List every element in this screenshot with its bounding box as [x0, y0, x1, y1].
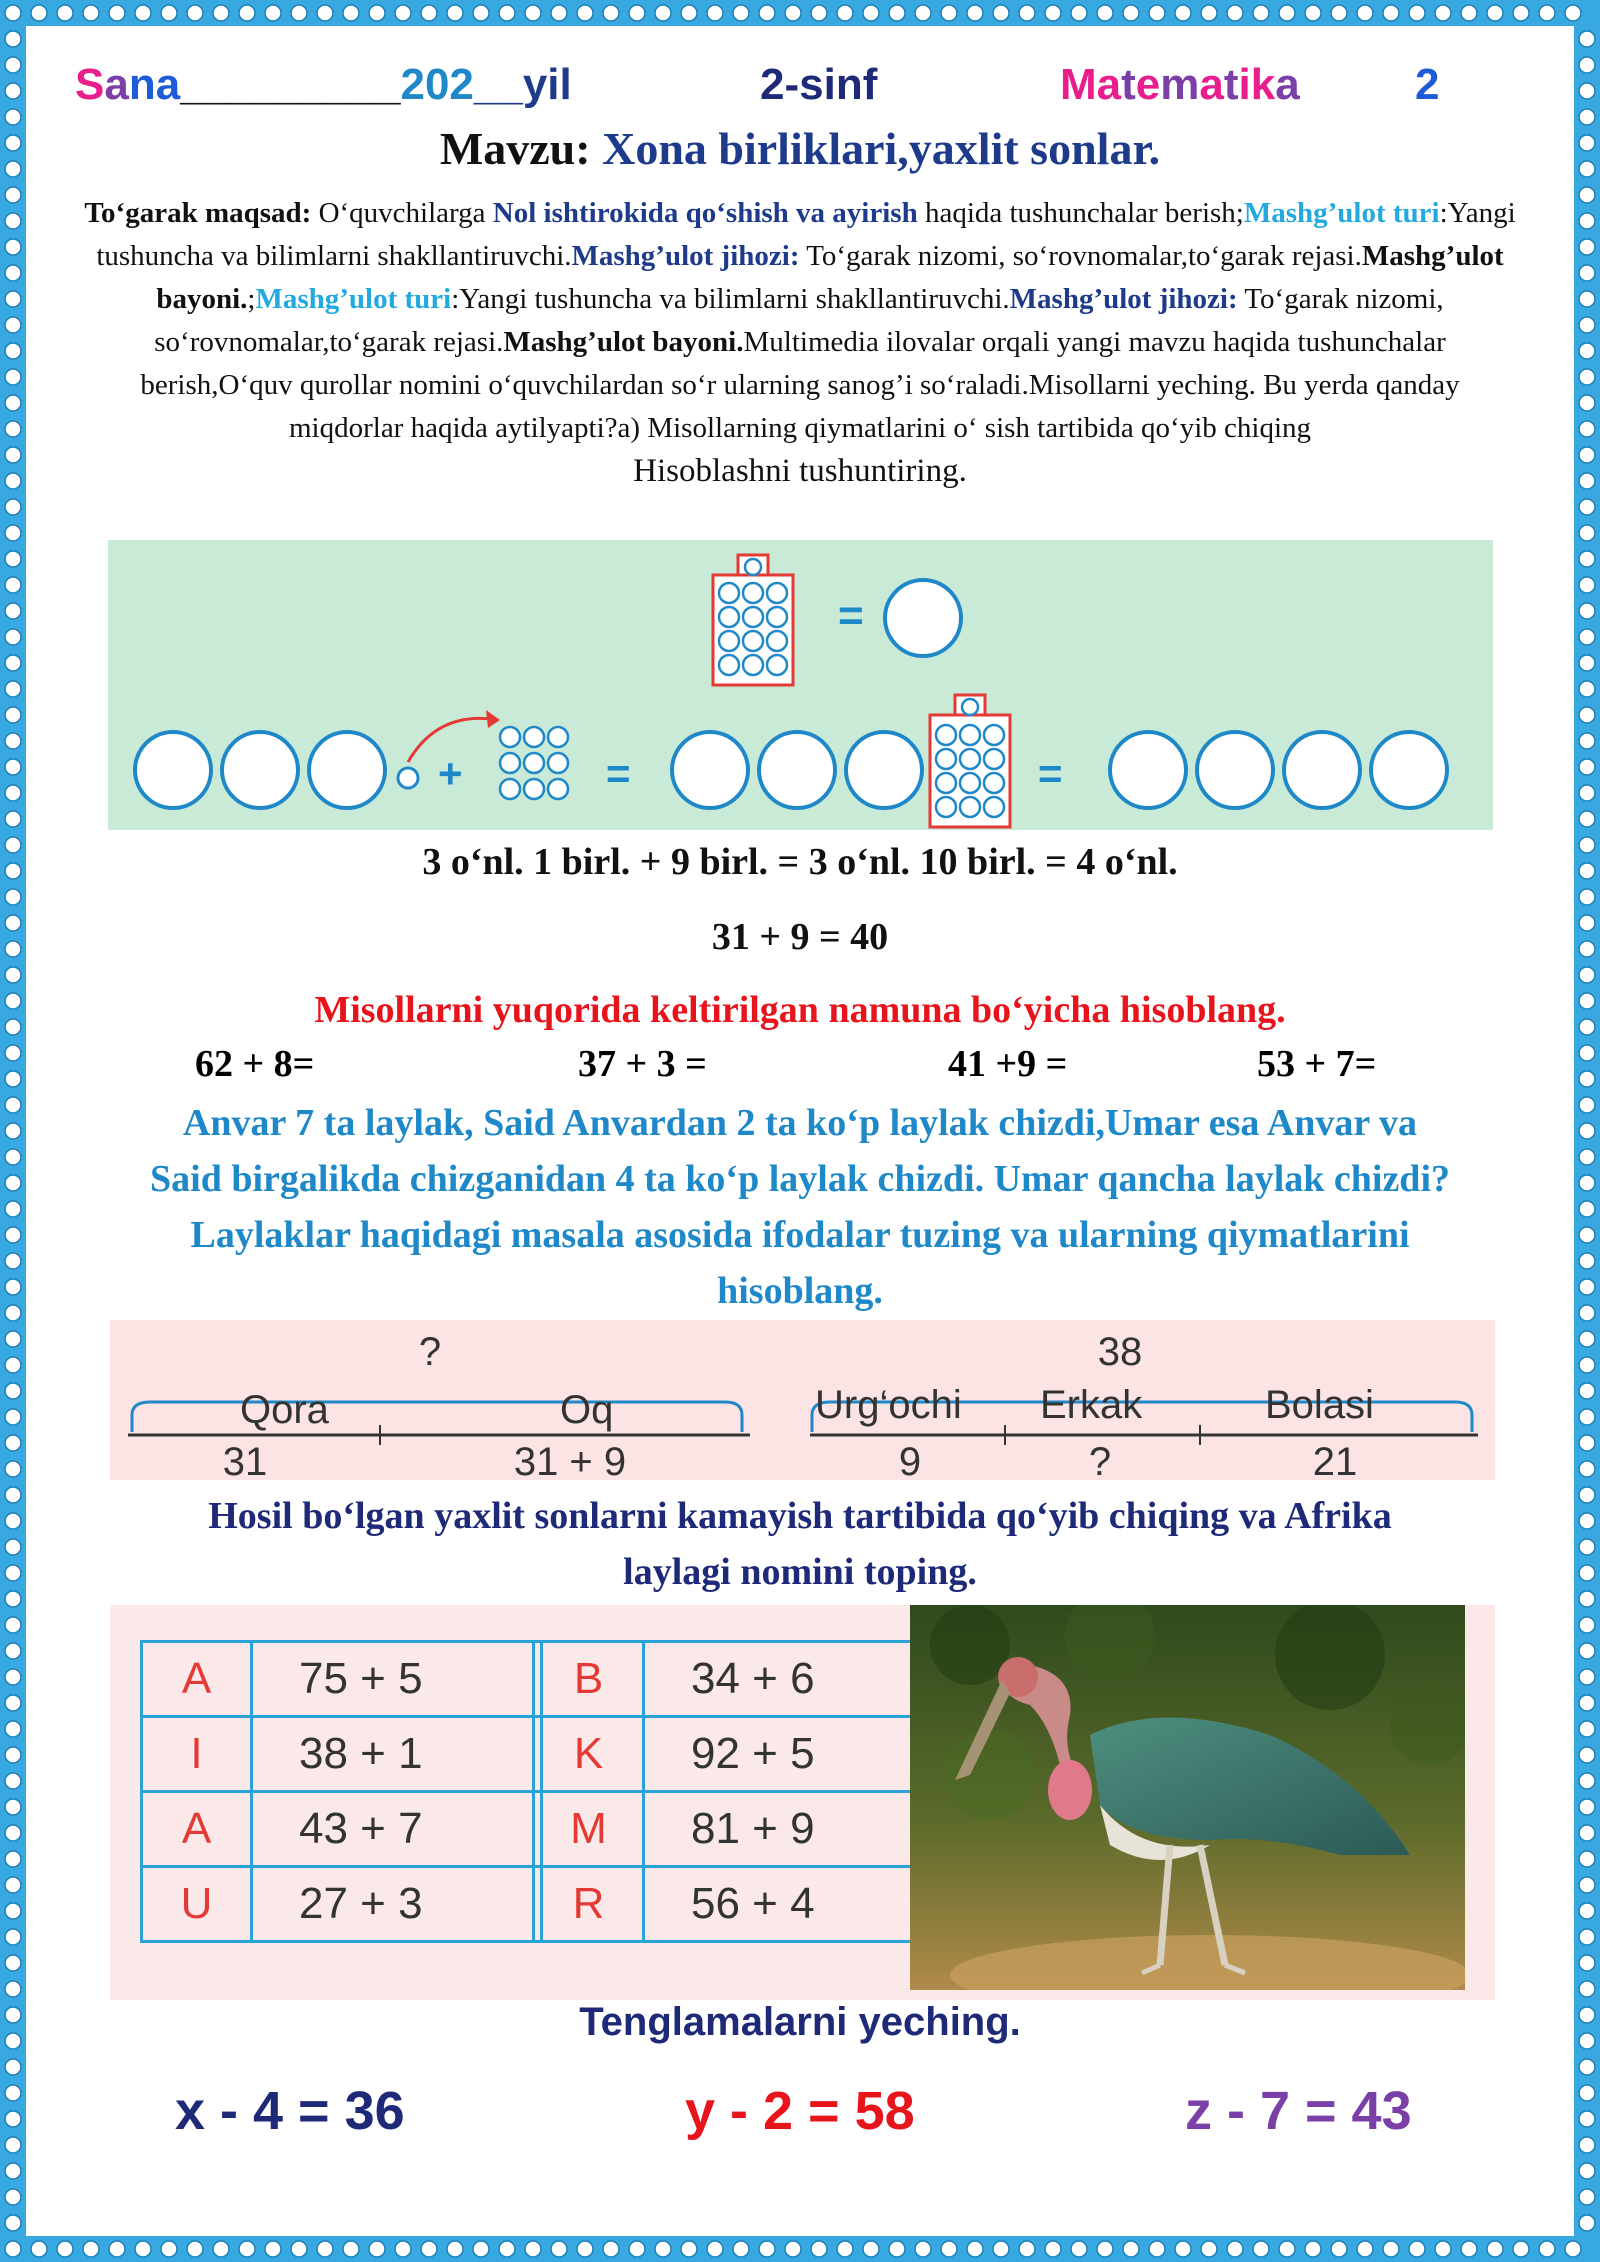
- sorting-task-line: laylagi nomini toping.: [623, 1551, 977, 1593]
- explanation-line: 3 o‘nl. 1 birl. + 9 birl. = 3 o‘nl. 10 birl. = 4 o‘nl.: [422, 841, 1178, 883]
- exercise: 62 + 8=: [195, 1043, 315, 1085]
- stork-diagrams: [110, 1320, 1495, 1480]
- table-expression: 56 + 4: [644, 1867, 934, 1942]
- right-part2-label: Erkak: [1040, 1383, 1143, 1427]
- exercise: 41 +9 =: [948, 1043, 1068, 1085]
- explain-instruction: Hisoblashni tushuntiring.: [633, 453, 967, 489]
- topic-title: [60, 122, 1540, 175]
- table-row: [534, 1717, 934, 1792]
- sana-letter: n: [128, 60, 156, 109]
- subject-letter: a: [1199, 60, 1224, 109]
- equals-sign: =: [838, 591, 864, 640]
- equipment-text-2: To‘garak nizomi, so‘rovnomalar,to‘garak rejasi.: [154, 283, 1444, 358]
- nine-units-icon: [500, 727, 568, 799]
- instruction-red: Misollarni yuqorida keltirilgan namuna bo‘yicha hisoblang.: [314, 989, 1286, 1031]
- subject-letter: a: [1096, 60, 1122, 109]
- progress-label: Mashg’ulot bayoni.: [156, 240, 1504, 315]
- left-part1-label: Qora: [240, 1388, 329, 1432]
- word-problem-line: Anvar 7 ta laylak, Said Anvardan 2 ta ko‘p laylak chizdi,Umar esa Anvar va: [182, 1102, 1418, 1144]
- equipment-label: Mashg’ulot jihozi:: [571, 240, 800, 272]
- equals-sign: =: [1038, 750, 1063, 797]
- explanation-result: 31 + 9 = 40: [711, 916, 889, 958]
- sorting-task: [60, 1488, 1540, 1600]
- table-row: [534, 1792, 934, 1867]
- subject-letter: a: [1275, 60, 1300, 109]
- table-row: [534, 1867, 934, 1942]
- word-problem-line: hisoblang.: [717, 1270, 883, 1312]
- table-letter: A: [142, 1642, 252, 1717]
- table-row: [142, 1792, 542, 1867]
- tens-circles-middle: [672, 732, 922, 808]
- worksheet: [60, 50, 1540, 2220]
- goal-label: To‘garak maqsad:: [84, 197, 312, 229]
- table-letter: U: [142, 1867, 252, 1942]
- lesson-description: [80, 192, 1520, 494]
- table-letter: A: [142, 1792, 252, 1867]
- goal-highlight: Nol ishtirokida qo‘shish va ayirish: [492, 197, 918, 229]
- year-suffix: __yil: [473, 60, 572, 109]
- right-part1-label: Urg‘ochi: [815, 1383, 962, 1427]
- table-expression: 92 + 5: [644, 1717, 934, 1792]
- subject-letter: M: [1060, 60, 1097, 109]
- type-label-2: Mashg’ulot turi: [255, 283, 452, 315]
- table-expression: 38 + 1: [252, 1717, 542, 1792]
- topic-label: Mavzu:: [439, 123, 591, 174]
- equipment-label-2: Mashg’ulot jihozi:: [1009, 283, 1238, 315]
- table-letter: M: [534, 1792, 644, 1867]
- year-prefix: 202: [400, 60, 474, 109]
- equations-title: Tenglamalarni yeching.: [579, 2000, 1021, 2044]
- ten-frame-icon: [713, 555, 793, 685]
- table-row: [142, 1717, 542, 1792]
- marabou-stork-image: [910, 1605, 1465, 1990]
- table-letter: K: [534, 1717, 644, 1792]
- date-blank-line: _________: [180, 60, 401, 109]
- table-letter: B: [534, 1642, 644, 1717]
- subject-letter: t: [1223, 60, 1239, 109]
- exercise: 53 + 7=: [1257, 1043, 1377, 1085]
- subject-letter: m: [1160, 60, 1200, 109]
- right-part3-label: Bolasi: [1265, 1383, 1374, 1427]
- right-part1-value: 9: [898, 1440, 922, 1480]
- letter-table-right: [532, 1640, 935, 1943]
- equals-sign: =: [606, 750, 631, 797]
- right-part2-value: ?: [1088, 1440, 1112, 1480]
- subject-letter: e: [1135, 60, 1161, 109]
- tens-circles-left: [135, 732, 385, 808]
- date-label: [75, 60, 572, 110]
- table-row: [142, 1642, 542, 1717]
- left-part1-value: 31: [222, 1440, 268, 1480]
- table-letter: I: [142, 1717, 252, 1792]
- left-part2-value: 31 + 9: [513, 1440, 627, 1480]
- table-row: [534, 1642, 934, 1717]
- word-problem-line: Laylaklar haqidagi masala asosida ifodalar tuzing va ularning qiymatlarini: [190, 1214, 1410, 1256]
- ten-circle-icon: [885, 580, 961, 656]
- progress-text: Multimedia ilovalar orqali yangi mavzu haqida tushunchalar berish,O‘quv qurollar nomini o‘quvchilardan so‘r ularning sanog’i so‘raladi.Misollarni yeching. Bu yerda qanday miqdorlar haqida aytilyapti?a) Misollarning qiymatlarini o‘ sish tartibida qo‘yib chiqing: [140, 326, 1460, 444]
- progress-label-2: Mashg’ulot bayoni.: [503, 326, 744, 358]
- letter-table-left: [140, 1640, 543, 1943]
- page-number: 2: [1415, 60, 1440, 109]
- one-unit-circle: [398, 768, 418, 788]
- type-label: Mashg’ulot turi: [1243, 197, 1440, 229]
- grade-label: 2-sinf: [760, 60, 878, 109]
- subject-letter: i: [1238, 60, 1251, 109]
- table-expression: 43 + 7: [252, 1792, 542, 1867]
- type-text: :Yangi tushuncha va bilimlarni shakllantiruvchi.: [96, 197, 1516, 272]
- sorting-task-line: Hosil bo‘lgan yaxlit sonlarni kamayish tartibida qo‘yib chiqing va Afrika: [208, 1495, 1392, 1537]
- table-letter: R: [534, 1867, 644, 1942]
- table-expression: 81 + 9: [644, 1792, 934, 1867]
- sana-letter: S: [75, 60, 105, 109]
- word-problem: [60, 1095, 1540, 1319]
- table-expression: 34 + 6: [644, 1642, 934, 1717]
- goal-text: O‘quvchilarga: [311, 197, 493, 229]
- right-total: 38: [1097, 1330, 1143, 1374]
- table-expression: 75 + 5: [252, 1642, 542, 1717]
- right-part3-value: 21: [1312, 1440, 1358, 1480]
- plus-sign: +: [438, 750, 463, 797]
- equation: y - 2 = 58: [685, 2081, 915, 2141]
- exercise: 37 + 3 =: [578, 1043, 707, 1085]
- subject-letter: t: [1121, 60, 1136, 109]
- tens-ones-illustration: [108, 540, 1493, 830]
- word-problem-line: Said birgalikda chizganidan 4 ta ko‘p laylak chizdi. Umar qancha laylak chizdi?: [150, 1158, 1450, 1200]
- subject-label: [1060, 60, 1300, 110]
- sana-letter: a: [155, 60, 181, 109]
- subject-letter: k: [1250, 60, 1276, 109]
- equipment-text: To‘garak nizomi, so‘rovnomalar,to‘garak rejasi.: [799, 240, 1362, 272]
- table-row: [142, 1867, 542, 1942]
- left-part2-label: Oq: [560, 1388, 614, 1432]
- ten-frame-icon: [930, 695, 1010, 827]
- type-text-2: :Yangi tushuncha va bilimlarni shakllantiruvchi.: [451, 283, 1010, 315]
- table-expression: 27 + 3: [252, 1867, 542, 1942]
- goal-text-end: haqida tushunchalar berish;: [917, 197, 1244, 229]
- topic-text: Xona birliklari,yaxlit sonlar.: [602, 123, 1161, 174]
- equation: z - 7 = 43: [1185, 2081, 1412, 2141]
- separator: ;: [247, 283, 256, 315]
- left-total: ?: [418, 1330, 442, 1374]
- sana-letter: a: [104, 60, 129, 109]
- equation: x - 4 = 36: [175, 2081, 405, 2141]
